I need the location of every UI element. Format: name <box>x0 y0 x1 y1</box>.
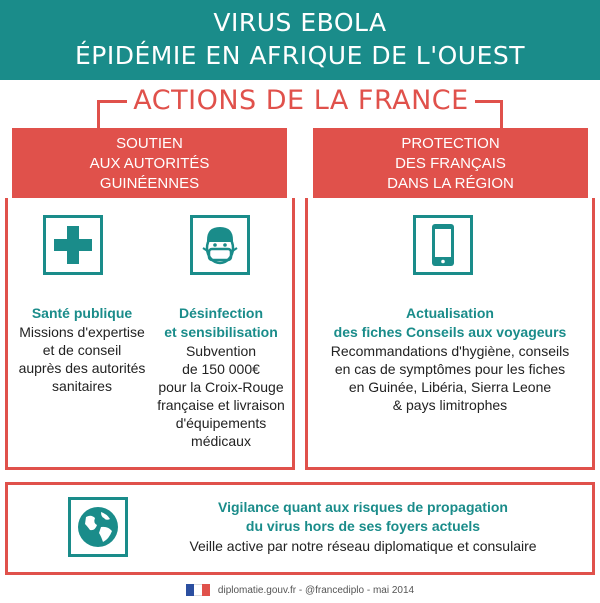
french-flag-icon <box>186 584 210 596</box>
actions-bracket-right <box>475 100 503 103</box>
header-title-line2: ÉPIDÉMIE EN AFRIQUE DE L'OUEST <box>74 41 526 70</box>
smartphone-icon <box>413 215 473 275</box>
health-title: Santé publique <box>31 305 133 321</box>
disinfection-text-line: pour la Croix-Rouge <box>158 379 284 395</box>
right-banner-line2: DES FRANÇAIS <box>395 155 506 172</box>
disinfection-title-line: Désinfection <box>178 305 263 321</box>
actions-bracket-left <box>97 100 127 103</box>
left-banner-line2: AUX AUTORITÉS <box>89 155 210 172</box>
disinfection-text-line: d'équipements <box>175 415 267 431</box>
advice-text-line: Recommandations d'hygiène, conseils <box>330 343 570 359</box>
advice-title-line: des fiches Conseils aux voyageurs <box>333 324 567 340</box>
advice-text-line: en Guinée, Libéria, Sierra Leone <box>348 379 552 395</box>
health-text-line: Missions d'expertise <box>19 324 145 340</box>
disinfection-text-line: française et livraison <box>157 397 285 413</box>
header-title-line1: VIRUS EBOLA <box>213 8 387 37</box>
header-banner <box>0 0 600 80</box>
disinfection-text-line: de 150 000€ <box>182 361 260 377</box>
medical-cross-icon <box>43 215 103 275</box>
globe-icon <box>68 497 128 557</box>
footer-text[interactable]: diplomatie.gouv.fr - @francediplo - mai 2014 <box>217 585 415 596</box>
advice-title-line: Actualisation <box>406 305 494 321</box>
vigilance-title-line: Vigilance quant aux risques de propagation <box>218 499 508 515</box>
disinfection-title-line: et sensibilisation <box>164 324 278 340</box>
left-panel <box>5 198 295 470</box>
left-banner-line3: GUINÉENNES <box>99 175 200 192</box>
footer <box>0 582 600 600</box>
health-text-line: sanitaires <box>52 378 112 394</box>
health-text <box>8 323 156 395</box>
right-banner-line1: PROTECTION <box>401 135 500 152</box>
right-banner-line3: DANS LA RÉGION <box>387 175 514 192</box>
vigilance-title <box>148 498 578 536</box>
right-banner <box>313 128 588 198</box>
advice-text-line: en cas de symptômes pour les fiches <box>334 361 566 377</box>
actions-bracket-left-tick <box>97 100 100 128</box>
vigilance-title-line: du virus hors de ses foyers actuels <box>245 518 481 534</box>
disinfection-title <box>148 304 294 342</box>
vigilance-box <box>5 482 595 575</box>
health-text-line: auprès des autorités <box>18 360 146 376</box>
right-panel <box>305 198 595 470</box>
advice-text <box>308 342 592 414</box>
actions-title: ACTIONS DE LA FRANCE <box>133 85 469 116</box>
disinfection-text <box>148 342 294 450</box>
vigilance-text: Veille active par notre réseau diplomatique et consulaire <box>189 538 537 554</box>
left-banner-line1: SOUTIEN <box>116 135 183 152</box>
face-mask-icon <box>190 215 250 275</box>
health-text-line: et de conseil <box>42 342 122 358</box>
actions-bracket-right-tick <box>500 100 503 128</box>
advice-title <box>308 304 592 342</box>
advice-text-line: & pays limitrophes <box>392 397 508 413</box>
disinfection-text-line: Subvention <box>185 343 257 359</box>
left-banner <box>12 128 287 198</box>
disinfection-text-line: médicaux <box>191 433 251 449</box>
